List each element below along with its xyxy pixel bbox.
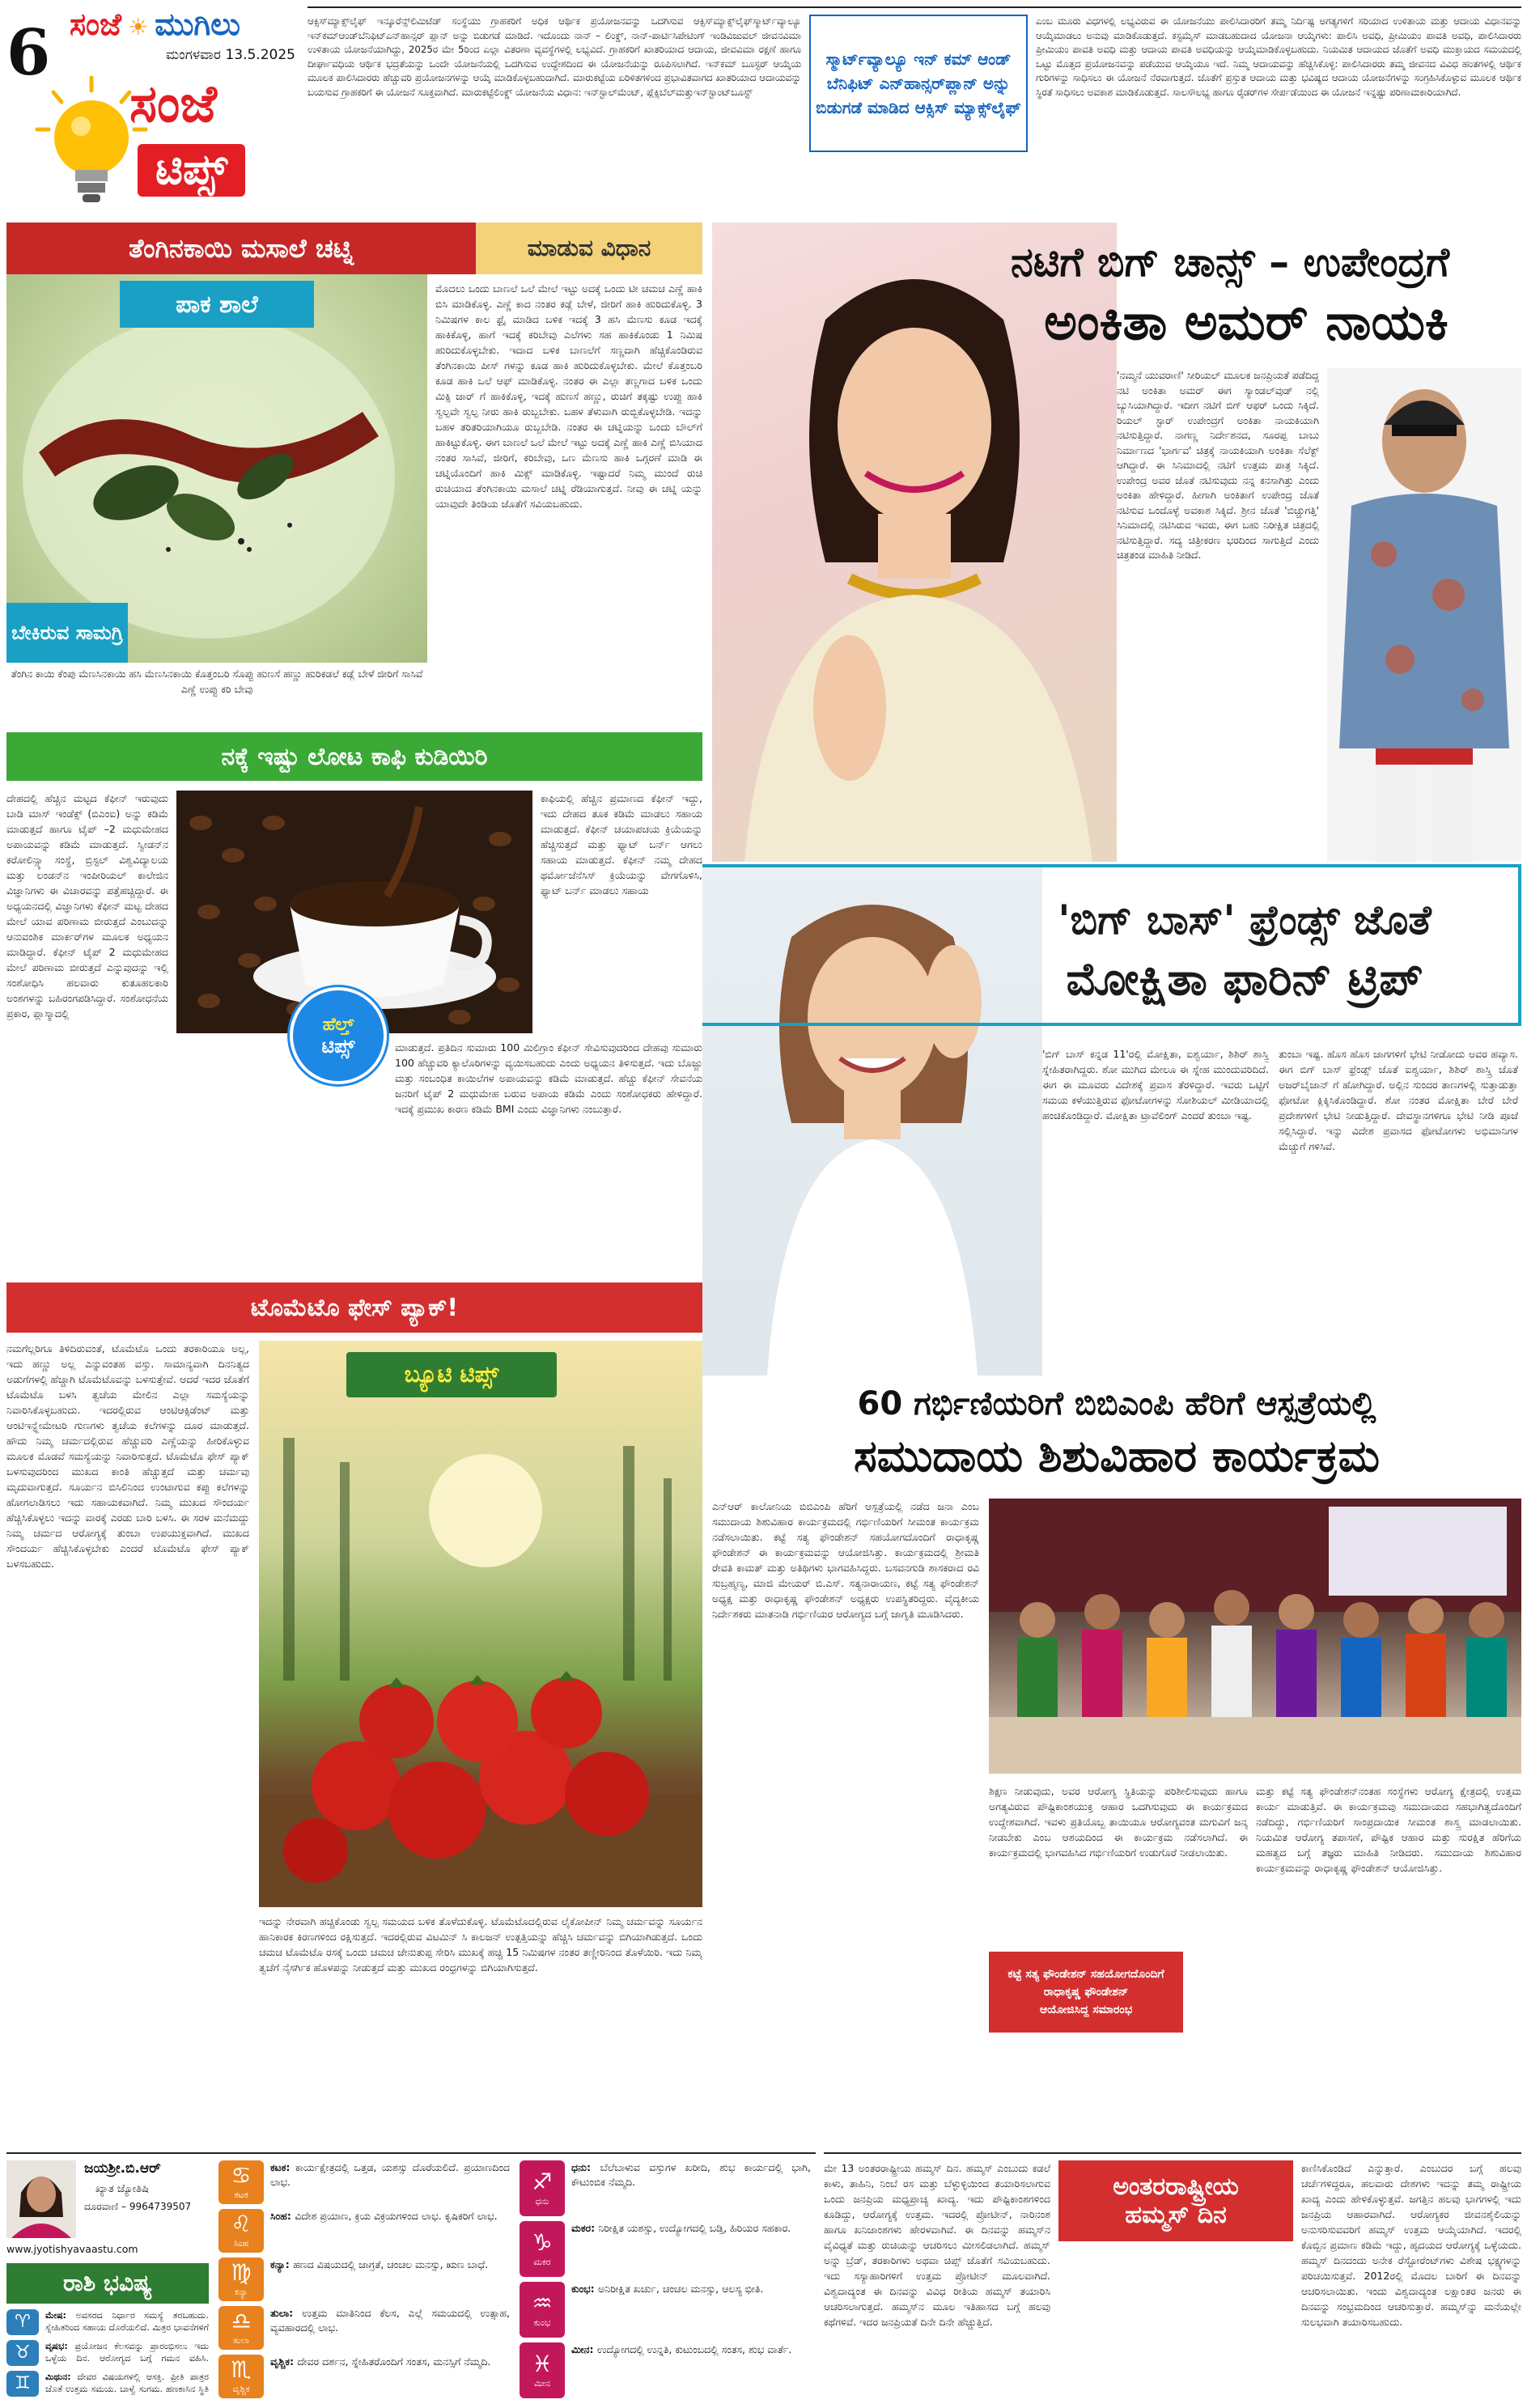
sign-card-8	[218, 2355, 510, 2400]
sign-text: ವಿದೇಶ ಪ್ರಯಾಣ, ಕ್ರಯ ವಿಕ್ರಯಗಳಿಂದ ಲಾಭ. ಕೃಷಿಕರಿಗೆ ಲಾಭ.	[295, 2210, 498, 2222]
palm-icon: ☀	[128, 14, 149, 40]
sign-glyph: ♓	[532, 2350, 553, 2377]
sign-prediction	[270, 2209, 498, 2253]
sign-prediction	[571, 2282, 763, 2338]
sign-name: ಧನು	[535, 2195, 549, 2207]
recipe-ingredients-label: ಬೇಕಿರುವ ಸಾಮಗ್ರಿ	[6, 603, 128, 663]
astrologer-website: www.jyotishyavaastu.com	[6, 2243, 138, 2255]
sign-name: ಕಟಕ	[234, 2190, 248, 2200]
pisces-icon	[520, 2342, 565, 2398]
top-story-headline-box	[809, 15, 1028, 152]
bbmp-box-line3: ಆಯೋಜಿಸಿದ್ದ ಸಮಾರಂಭ	[1039, 2003, 1133, 2016]
sign-text: ನಿರೀಕ್ಷಿತ ಯಶಸ್ಸು, ಉದ್ಯೋಗದಲ್ಲಿ ಬಡ್ತಿ, ಹಿರಿಯರ ಸಹಕಾರ.	[598, 2222, 791, 2234]
astrology-section	[6, 2152, 816, 2403]
sign-text: ಅವಸರದ ನಿರ್ಧಾರ ಸಮಸ್ಯೆ ತರಬಹುದು. ಸ್ನೇಹಿತರಿಂದ ಸಹಾಯ ದೊರೆಯಲಿದೆ. ಮಿತ್ರರ ಭಾವನೆಗಳಿಗೆ	[45, 2310, 209, 2333]
sign-prediction	[270, 2306, 510, 2350]
bbmp-mid-text: ಶಿಕ್ಷಣ ನೀಡುವುದು, ಅವರ ಆರೋಗ್ಯ ಸ್ಥಿತಿಯನ್ನು ಪರಿಶೀಲಿಸುವುದು ಹಾಗೂ ಅಗತ್ಯವಿರುವ ಪೌಷ್ಟಿಕಾಂಶಯುಕ್ತ ಆಹಾರ ಒದಗಿಸುವುದು ಈ ಕಾರ್ಯಕ್ರಮದ ಉದ್ದೇಶವಾಗಿದೆ. ಇವಳು ಪ್ರತಿಯೊಬ್ಬ ತಾಯಿಯೂ ಆರೋಗ್ಯವಂತ ಮಗುವಿಗೆ ಜನ್ಮ ನೀಡಬೇಕು ಎಂಬ ಆಶಯದಿಂದ ಈ ಕಾರ್ಯಕ್ರಮ ನಡೆಸಲಾಗಿದೆ. ಈ ಕಾರ್ಯಕ್ರಮದಲ್ಲಿ ಭಾಗವಹಿಸಿದ ಗರ್ಭಿಣಿಯರಿಗೆ ಉಡುಗೊರೆ ನೀಡಲಾಯಿತು.	[989, 1785, 1248, 1859]
section-title-1: ಸಂಜೆ	[129, 74, 217, 134]
sign-name: ಕನ್ಯಾ	[234, 2287, 248, 2297]
beauty-tips-label: ಬ್ಯೂಟಿ ಟಿಪ್ಸ್	[346, 1352, 557, 1397]
astrologer-phone: ದೂರವಾಣಿ – 9964739507	[84, 2201, 192, 2212]
tomato-photo	[259, 1341, 702, 1907]
health-tips-line1: ಹೆಲ್ತ್	[322, 1014, 354, 1035]
scorpio-icon	[218, 2355, 264, 2398]
mokshitha-col2-text: ತುಂಬಾ ಇಷ್ಟ. ಹೊಸ ಹೊಸ ಜಾಗಗಳಿಗೆ ಭೇಟಿ ನೀಡೋದು ಅವರ ಹವ್ಯಾಸ. ಈಗ ಬಿಗ್ ಬಾಸ್ ಫ್ರೆಂಡ್ಸ್ ಜೊತೆ ಐಶ್ವರ್ಯಾ, ಶಿಶಿರ್ ಶಾಸ್ತ್ರಿ ಜೊತೆ ಅಜರ್‌ಬೈಜಾನ್ ಗೆ ಹೋಗಿದ್ದಾರೆ. ಅಲ್ಲಿನ ಸುಂದರ ತಾಣಗಳಲ್ಲಿ ಸುತ್ತಾಡುತ್ತಾ ಫೋಟೋ ಕ್ಲಿಕ್ಕಿಸಿಕೊಂಡಿದ್ದಾರೆ. ಶೋ ನಂತರ ಮೋಕ್ಷಿತಾ ಬೇರೆ ಬೇರೆ ಪ್ರದೇಶಗಳಿಗೆ ಭೇಟಿ ನೀಡುತ್ತಿದ್ದಾರೆ. ದೇವಸ್ಥಾನಗಳಿಗೂ ಭೇಟಿ ನೀಡಿ ಪೂಜೆ ಸಲ್ಲಿಸಿದ್ದಾರೆ. ಇನ್ನು ವಿದೇಶ ಪ್ರವಾಸದ ಫೋಟೋಗಳು ಅಭಿಮಾನಿಗಳ ಮೆಚ್ಚುಗೆ ಗಳಿಸಿವೆ.	[1279, 1048, 1518, 1152]
coffee-bottom-text: ಮಾಡುತ್ತದೆ. ಪ್ರತಿದಿನ ಸುಮಾರು 100 ಮಿಲಿಗ್ರಾಂ ಕೆಫೀನ್ ಸೇವಿಸುವುದರಿಂದ ದೇಹವು ಸುಮಾರು 100 ಹೆಚ್ಚುವರಿ ಕ್ಯಾಲೊರಿಗಳನ್ನು ವ್ಯಯಿಸಬಹುದು ಎಂದು ಅಧ್ಯಯನ ತಿಳಿಸುತ್ತದೆ. ಇದು ಬೊಜ್ಜು ಮತ್ತು ಸಂಬಂಧಿತ ಕಾಯಿಲೆಗಳ ಅಪಾಯವನ್ನು ಕಡಿಮೆ ಮಾಡುತ್ತದೆ. ಹೆಚ್ಚು ಕೆಫೀನ್ ಸೇವನೆಯ ಜನರಿಗೆ ಟೈಪ್ 2 ಮಧುಮೇಹ ಬರುವ ಅಪಾಯ ಕಡಿಮೆ ಎಂದು ಸಂಶೋಧಕರು ಹೇಳಿದ್ದಾರೆ. ಇದಕ್ಕೆ ಪ್ರಮುಖ ಕಾರಣ ಕಡಿಮೆ BMI ಎಂದು ವಿಜ್ಞಾನಿಗಳು ನಂಬುತ್ತಾರೆ.	[395, 1041, 702, 1115]
sign-text: ದೇವರ ವಿಷಯಗಳಲ್ಲಿ ಆಸಕ್ತಿ. ಪ್ರೀತಿ ಪಾತ್ರರ ಜೊತೆ ಉತ್ತಮ ಸಮಯ. ಬಾಳ್ವೆ ಸುಗಮ. ಹಣಕಾಸಿನ ಸ್ಥಿತಿ	[45, 2372, 209, 2394]
sign-card-1	[6, 2309, 209, 2337]
mokshitha-section	[702, 864, 1521, 1376]
sign-card-4	[218, 2160, 510, 2206]
hummus-title-box	[1058, 2160, 1293, 2241]
sign-prediction	[571, 2342, 791, 2398]
hummus-left-text: ಮೇ 13 ಅಂತರರಾಷ್ಟ್ರೀಯ ಹಮ್ಮಸ್ ದಿನ. ಹಮ್ಮಸ್ ಎಂಬುದು ಕಡಲೆ ಕಾಳು, ತಾಹಿನಿ, ನಿಂಬೆ ರಸ ಮತ್ತು ಬೆಳ್ಳುಳ್ಳಿಯಿಂದ ತಯಾರಿಸಲಾಗುವ ಒಂದು ಜನಪ್ರಿಯ ಮಧ್ಯಪ್ರಾಚ್ಯ ಖಾದ್ಯ. ಇದು ಪೌಷ್ಟಿಕಾಂಶಗಳಿಂದ ಕೂಡಿದ್ದು, ಆರೋಗ್ಯಕ್ಕೆ ಉತ್ತಮ. ಇದರಲ್ಲಿ ಪ್ರೋಟೀನ್, ನಾರಿನಂಶ ಹಾಗೂ ಖನಿಜಾಂಶಗಳು ಹೇರಳವಾಗಿವೆ. ಈ ದಿನವನ್ನು ಹಮ್ಮಸ್‌ನ ವೈವಿಧ್ಯತೆ ಮತ್ತು ರುಚಿಯನ್ನು ಆಚರಿಸಲು ಮೀಸಲಿಡಲಾಗಿದೆ. ಹಮ್ಮಸ್ ಅನ್ನು ಬ್ರೆಡ್, ತರಕಾರಿಗಳು ಅಥವಾ ಚಿಪ್ಸ್ ಜೊತೆಗೆ ಸವಿಯಬಹುದು. ಇದು ಸಸ್ಯಾಹಾರಿಗಳಿಗೆ ಉತ್ತಮ ಪ್ರೋಟೀನ್ ಮೂಲವಾಗಿದೆ. ವಿಶ್ವದಾದ್ಯಂತ ಈ ದಿನವನ್ನು ವಿವಿಧ ರೀತಿಯ ಹಮ್ಮಸ್ ತಯಾರಿಸಿ ಆಚರಿಸಲಾಗುತ್ತದೆ. ಹಮ್ಮಸ್‌ನ ಮೂಲ ಇತಿಹಾಸದ ಬಗ್ಗೆ ಹಲವು ಕಥೆಗಳಿವೆ. ಇದರ ಜನಪ್ರಿಯತೆ ದಿನೇ ದಿನೇ ಹೆಚ್ಚುತ್ತಿದೆ.	[824, 2162, 1050, 2328]
sign-prediction	[45, 2340, 209, 2366]
hummus-title-line1: ಅಂತರರಾಷ್ಟ್ರೀಯ	[1113, 2173, 1239, 2201]
sign-label: ಧನು:	[571, 2161, 600, 2173]
upendra-photo	[1327, 368, 1521, 862]
sign-glyph: ♈	[15, 2312, 31, 2332]
sign-label: ಸಿಂಹ:	[270, 2210, 295, 2222]
sign-cards	[6, 2154, 816, 2405]
sign-label: ಮಿಥುನ:	[45, 2372, 78, 2382]
recipe-section-label: ಪಾಕ ಶಾಲೆ	[120, 281, 314, 328]
bbmp-section	[712, 1385, 1521, 2146]
sign-name: ಮೀನ	[534, 2377, 550, 2389]
sign-prediction	[571, 2221, 791, 2277]
coffee-col1-text: ದೇಹದಲ್ಲಿ ಹೆಚ್ಚಿನ ಮಟ್ಟದ ಕೆಫೀನ್ ಇರುವುದು ಬಾಡಿ ಮಾಸ್ ಇಂಡೆಕ್ಸ್ (ಬಿಎಂಐ) ಅನ್ನು ಕಡಿಮೆ ಮಾಡುತ್ತದೆ ಹಾಗೂ ಟೈಪ್ –2 ಮಧುಮೇಹದ ಅಪಾಯವನ್ನು ಕಡಿಮೆ ಮಾಡುತ್ತದೆ. ಸ್ವೀಡನ್‌ನ ಕರೋಲಿನ್ಸ್ಕಾ ಸಂಸ್ಥೆ, ಬ್ರಿಸ್ಟಲ್ ವಿಶ್ವವಿದ್ಯಾಲಯ ಮತ್ತು ಲಂಡನ್‌ನ ಇಂಪೀರಿಯಲ್ ಕಾಲೇಜಿನ ವಿಜ್ಞಾನಿಗಳು ಈ ವಿಚಾರವನ್ನು ಪತ್ತೆಹಚ್ಚಿದ್ದಾರೆ. ಈ ಅಧ್ಯಯನದಲ್ಲಿ ವಿಜ್ಞಾನಿಗಳು ಕೆಫೀನ್ ಮಟ್ಟ ದೇಹದ ಮೇಲೆ ಯಾವ ಪರಿಣಾಮ ಬೀರುತ್ತದೆ ಎಂಬುದನ್ನು ಆನುವಂಶಿಕ ಮಾರ್ಕರ್‌ಗಳ ಮೂಲಕ ಅಧ್ಯಯನ ಮಾಡಿದ್ದಾರೆ. ಕೆಫೀನ್ ಟೈಪ್ 2 ಮಧುಮೇಹದ ಮೇಲೆ ಪರಿಣಾಮ ಬೀರುತ್ತದೆ ಎನ್ನುವುದನ್ನು ಇಲ್ಲಿ ಸಂಶೋಧಿಸಿ ಹಲವಾರು ಕುತೂಹಲಕಾರಿ ಅಂಶಗಳನ್ನು ಬಹಿರಂಗಪಡಿಸಿದ್ದಾರೆ. ಸಂಶೋಧನೆಯ ಪ್ರಕಾರ, ಪ್ಲಾಸ್ಮಾದಲ್ಲಿ	[6, 792, 168, 1020]
bbmp-right-text: ಮತ್ತು ಕಟ್ಟೆ ಸತ್ಯ ಫೌಂಡೇಶನ್‌ನಂತಹ ಸಂಸ್ಥೆಗಳು ಆರೋಗ್ಯ ಕ್ಷೇತ್ರದಲ್ಲಿ ಉತ್ತಮ ಕಾರ್ಯ ಮಾಡುತ್ತಿವೆ. ಈ ಕಾರ್ಯಕ್ರಮವು ಸಮುದಾಯದ ಸಹಭಾಗಿತ್ವದೊಂದಿಗೆ ನಡೆದಿದ್ದು, ಗರ್ಭಿಣಿಯರಿಗೆ ಸಾಂಪ್ರದಾಯಿಕ ಸೀಮಂತ ಶಾಸ್ತ್ರ ಮಾಡಲಾಯಿತು. ನಿಯಮಿತ ಆರೋಗ್ಯ ತಪಾಸಣೆ, ಪೌಷ್ಟಿಕ ಆಹಾರ ಮತ್ತು ಸುರಕ್ಷಿತ ಹೆರಿಗೆಯ ಮಹತ್ವದ ಬಗ್ಗೆ ತಜ್ಞರು ಮಾಹಿತಿ ನೀಡಿದರು. ಸಮುದಾಯ ಶಿಶುವಿಹಾರ ಕಾರ್ಯಕ್ರಮವನ್ನು ರಾಧಾಕೃಷ್ಣ ಫೌಂಡೇಶನ್ ಆಯೋಜಿಸಿತ್ತು.	[1256, 1785, 1521, 1874]
leo-icon	[218, 2209, 264, 2253]
section-title-2: ಟಿಪ್ಸ್	[138, 144, 245, 197]
astrologer-role: ಖ್ಯಾತ ಜ್ಯೋತಿಷಿ	[95, 2183, 149, 2195]
sign-glyph: ♏	[231, 2356, 252, 2383]
sign-prediction	[571, 2160, 811, 2216]
sign-card-9	[520, 2160, 811, 2218]
sign-prediction	[270, 2160, 510, 2204]
sign-glyph: ♎	[231, 2308, 252, 2334]
sign-text: ಬೆಲೆಬಾಳುವ ವಸ್ತುಗಳ ಖರೀದಿ, ಶುಭ ಕಾರ್ಯದಲ್ಲಿ ಭಾಗಿ, ಕೌಟುಂಬಿಕ ನೆಮ್ಮದಿ.	[571, 2161, 811, 2188]
ankita-section	[712, 223, 1521, 862]
sign-label: ಮೀನ:	[571, 2343, 597, 2355]
hummus-section	[824, 2152, 1521, 2403]
top-story-headline: ಸ್ಮಾರ್ಟ್‌ವ್ಯಾಲ್ಯೂ ಇನ್ ಕಮ್ ಆಂಡ್ ಬೆನಿಫಿಟ್ ಎನ್‌ಹಾನ್ಸರ್‌ಪ್ಲಾನ್ ಅನ್ನು ಬಿಡುಗಡೆ ಮಾಡಿದ ಆಕ್ಸಿಸ್ ಮ್ಯಾಕ್ಸ್‌ಲೈಫ್	[816, 49, 1021, 117]
sagittarius-icon	[520, 2160, 565, 2216]
sign-name: ತುಲಾ	[232, 2335, 250, 2346]
sign-prediction	[270, 2355, 490, 2398]
tomato-left-text: ನಮಗೆಲ್ಲರಿಗೂ ತಿಳಿದಿರುವಂತೆ, ಟೊಮೆಟೊ ಒಂದು ತರಕಾರಿಯೂ ಅಲ್ಲ, ಇದು ಹಣ್ಣು ಅಲ್ಲ ಎನ್ನುವಂತಹ ವಸ್ತು. ಸಾಮಾನ್ಯವಾಗಿ ದಿನನಿತ್ಯದ ಅಡುಗೆಗಳಲ್ಲಿ ಹೆಚ್ಚಾಗಿ ಟೊಮೆಟೊವನ್ನು ಬಳಸುತ್ತೇವೆ. ಆದರೆ ಇದರ ಜೊತೆಗೆ ಟೊಮೆಟೊ ಬಳಸಿ ತ್ವಚೆಯ ಮೇಲಿನ ಎಲ್ಲಾ ಸಮಸ್ಯೆಯನ್ನು ನಿವಾರಿಸಿಕೊಳ್ಳಬಹುದು. ಇದರಲ್ಲಿರುವ ಆಂಟಿಆಕ್ಸಿಡೆಂಟ್ ಮತ್ತು ಆಂಟಿಇನ್ಫ್ಲೇಮೇಟರಿ ಗುಣಗಳು ತ್ವಚೆಯ ಕಲೆಗಳನ್ನು ದೂರ ಮಾಡುತ್ತದೆ. ಹೌದು ನಿಮ್ಮ ಚರ್ಮದಲ್ಲಿರುವ ಹೆಚ್ಚುವರಿ ಎಣ್ಣೆಯನ್ನು ಹೀರಿಕೊಳ್ಳುವ ಮೂಲಕ ಮೊಡವೆ ಸಮಸ್ಯೆಯನ್ನು ನಿವಾರಿಸುತ್ತದೆ. ಟೊಮೆಟೊ ಫೇಸ್ ಪ್ಯಾಕ್ ಬಳಸುವುದರಿಂದ ಮುಖದ ಕಾಂತಿ ಹೆಚ್ಚುತ್ತದೆ ಮತ್ತು ಚರ್ಮವು ಮೃದುವಾಗುತ್ತದೆ. ಸೂರ್ಯನ ಬಿಸಿಲಿನಿಂದ ಉಂಟಾಗುವ ಕಪ್ಪು ಕಲೆಗಳನ್ನು ಹೋಗಲಾಡಿಸಲು ಇದು ಸಹಾಯಕವಾಗಿದೆ. ನಿಮ್ಮ ಮುಖದ ಸೌಂದರ್ಯ ಹೆಚ್ಚಿಸಿಕೊಳ್ಳಲು ಇದನ್ನು ವಾರಕ್ಕೆ ಎರಡು ಬಾರಿ ಬಳಸಿ. ಈ ಸರಳ ಮನೆಮದ್ದು ನಿಮ್ಮ ಚರ್ಮದ ಆರೋಗ್ಯಕ್ಕೆ ತುಂಬಾ ಉಪಯುಕ್ತವಾಗಿದೆ. ಮುಖದ ಸೌಂದರ್ಯ ಹೆಚ್ಚಿಸಿಕೊಳ್ಳಬೇಕು ಎಂದರೆ ಟೊಮೆಟೊ ಫೇಸ್ ಪ್ಯಾಕ್ ಬಳಸಬಹುದು.	[6, 1342, 249, 1570]
hummus-right-text: ಕಾಣಿಸಿಕೊಂಡಿದೆ ಎನ್ನುತ್ತಾರೆ. ಎಂಬುದರ ಬಗ್ಗೆ ಹಲವು ಚರ್ಚೆಗಳಿದ್ದರೂ, ಹಲವಾರು ದೇಶಗಳು ಇದನ್ನು ತಮ್ಮ ರಾಷ್ಟ್ರೀಯ ಖಾದ್ಯ ಎಂದು ಹೇಳಿಕೊಳ್ಳುತ್ತವೆ. ಜಗತ್ತಿನ ಹಲವು ಭಾಗಗಳಲ್ಲಿ ಇದು ಜನಪ್ರಿಯ ಆಹಾರವಾಗಿದೆ. ಆರೋಗ್ಯಕರ ಜೀವನಶೈಲಿಯನ್ನು ಅನುಸರಿಸುವವರಿಗೆ ಹಮ್ಮಸ್ ಉತ್ತಮ ಆಯ್ಕೆಯಾಗಿದೆ. ಇದರಲ್ಲಿ ಕೊಬ್ಬಿನ ಪ್ರಮಾಣ ಕಡಿಮೆ ಇದ್ದು, ಹೃದಯದ ಆರೋಗ್ಯಕ್ಕೆ ಒಳ್ಳೆಯದು. ಹಮ್ಮಸ್ ದಿನದಂದು ಅನೇಕ ರೆಸ್ಟೋರೆಂಟ್‌ಗಳು ವಿಶೇಷ ಭಕ್ಷ್ಯಗಳನ್ನು ಪರಿಚಯಿಸುತ್ತವೆ. 2012ರಲ್ಲಿ ಮೊದಲ ಬಾರಿಗೆ ಈ ದಿನವನ್ನು ಆಚರಿಸಲಾಯಿತು. ಇಂದು ವಿಶ್ವದಾದ್ಯಂತ ಲಕ್ಷಾಂತರ ಜನರು ಈ ದಿನವನ್ನು ಸಂಭ್ರಮದಿಂದ ಆಚರಿಸುತ್ತಾರೆ. ಹಮ್ಮಸ್‌ನ್ನು ಮನೆಯಲ್ಲೇ ಸುಲಭವಾಗಿ ತಯಾರಿಸಬಹುದು.	[1301, 2162, 1521, 2328]
bbmp-event-photo	[989, 1499, 1521, 1774]
sign-card-2	[6, 2340, 209, 2368]
astrologer-name: ಜಯಶ್ರೀ.ಬಿ.ಆರ್	[84, 2160, 161, 2177]
bbmp-highlight-box	[989, 1952, 1183, 2033]
sign-label: ಕುಂಭ:	[571, 2283, 599, 2295]
sign-text: ಹಣದ ವಿಷಯದಲ್ಲಿ ಜಾಗ್ರತೆ, ಚಂಚಲ ಮನಸ್ಸು, ಋಣ ಬಾಧೆ.	[293, 2258, 489, 2270]
date-line: ಮಂಗಳವಾರ 13.5.2025	[166, 47, 295, 63]
sign-glyph: ♋	[231, 2162, 252, 2189]
sign-glyph: ♉	[15, 2342, 31, 2363]
sign-glyph: ♐	[532, 2168, 553, 2195]
sign-card-10	[520, 2221, 811, 2279]
sign-card-3	[6, 2371, 209, 2398]
recipe-section	[6, 223, 702, 724]
bbmp-box-line2: ರಾಧಾಕೃಷ್ಣ ಫೌಂಡೇಶನ್	[1043, 1986, 1129, 1999]
recipe-ingredients-text: ತೆಂಗಿನ ಕಾಯಿ ಕೆಂಪು ಮೆಣಸಿನಕಾಯಿ ಹಸಿ ಮೆಣಸಿನಕಾಯಿ ಕೊತ್ತಂಬರಿ ಸೊಪ್ಪು ಹುಣಸೆ ಹಣ್ಣು ಹುರಿಕಡಲೆ ಕಡ್ಲೆ ಬೇಳೆ ಜೀರಿಗೆ ಸಾಸಿವೆ ಎಣ್ಣೆ ಉಪ್ಪು ಕರಿ ಬೇವು	[11, 668, 426, 695]
sign-text: ಉದ್ಯೋಗದಲ್ಲಿ ಉನ್ನತಿ, ಕುಟುಂಬದಲ್ಲಿ ಸಂತಸ, ಶುಭ ವಾರ್ತೆ.	[596, 2343, 792, 2355]
sign-glyph: ♑	[532, 2228, 553, 2256]
coffee-title: ನಕ್ಕೆ ಇಷ್ಟು ಲೋಟ ಕಾಫಿ ಕುಡಿಯಿರಿ	[6, 732, 702, 781]
sign-label: ಕಟಕ:	[270, 2161, 295, 2173]
top-story-left-text: ಆಕ್ಸಿಸ್‌ಮ್ಯಾಕ್ಸ್‌ಲೈಫ್ ಇನ್ಶೂರೆನ್ಸ್‌ಲಿಮಿಟೆಡ್ ಸಂಸ್ಥೆಯು ಗ್ರಾಹಕರಿಗೆ ಅಧಿಕ ಆರ್ಥಿಕ ಪ್ರಯೋಜನವನ್ನು ಒದಗಿಸುವ ಆಕ್ಸಿಸ್‌ಮ್ಯಾಕ್ಸ್‌ಲೈಫ್‌ಸ್ಮಾರ್ಟ್‌ವ್ಯಾಲ್ಯೂ ಇನ್‌ಕಮ್‌ಆಂಡ್‌ಬೆನಿಫಿಟ್‌ಎನ್‌ಹಾನ್ಸರ್ ಪ್ಲಾನ್ ಅನ್ನು ಬಿಡುಗಡೆ ಮಾಡಿದೆ. ಇದೊಂದು ನಾನ್ – ಲಿಂಕ್ಡ್, ನಾನ್-ಪಾರ್ಟಿಸಿಪೇಟಿಂಗ್ ಇಂಡಿವಿಜುವಲ್ ಜೀವನವಿಮಾ ಉಳಿತಾಯ ಯೋಜನೆಯಾಗಿದ್ದು, 2025ರ ಮೇ 5ರಿಂದ ಎಲ್ಲಾ ವಿತರಣಾ ವ್ಯವಸ್ಥೆಗಳಲ್ಲಿ ಲಭ್ಯವಿದೆ. ಗ್ರಾಹಕರಿಗೆ ಖಾತರಿಯಾದ ಆದಾಯ, ಜೀವವಿಮಾ ರಕ್ಷಣೆ ಹಾಗೂ ದೀರ್ಘಾವಧಿಯ ಆರ್ಥಿಕ ಭದ್ರತೆಯನ್ನು ಒಂದೇ ಯೋಜನೆಯಲ್ಲಿ ಒದಗಿಸುವ ಉದ್ದೇಶದಿಂದ ಈ ಯೋಜನೆಯನ್ನು ರೂಪಿಸಲಾಗಿದೆ. ಇನ್‌ಕಮ್ ಬೂಸ್ಟರ್ ಆಯ್ಕೆಯ ಮೂಲಕ ಪಾಲಿಸಿದಾರರು ಹೆಚ್ಚುವರಿ ಪ್ರಯೋಜನಗಳನ್ನು ಆಯ್ಕೆ ಮಾಡಿಕೊಳ್ಳಬಹುದಾಗಿದೆ. ಮಾರುಕಟ್ಟೆಯ ಏರಿಳಿತಗಳಿಂದ ಪ್ರಭಾವಿತವಾಗದ ಖಾತರಿಯಾದ ಆದಾಯವನ್ನು ಬಯಸುವ ಗ್ರಾಹಕರಿಗೆ ಈ ಯೋಜನೆ ಸೂಕ್ತವಾಗಿದೆ. ಮಾರುಕಟ್ಟೆಲಿಂಕ್ಡ್ ಯೋಜನೆಯ ವಿಧಾನ: ಇನ್‌ಸ್ಟಾಲ್‌ಮೆಂಟ್, ಪ್ಲೆಕ್ಸಿಬೆಲ್‌ಮತ್ತುಇನ್‌ಸ್ಟಾಂಟ್‌ಬೂಸ್ಟ್	[308, 15, 801, 98]
top-story-right-text: ಎಂಬ ಮೂರು ವಿಧಗಳಲ್ಲಿ ಲಭ್ಯವಿರುವ ಈ ಯೋಜನೆಯು ಪಾಲಿಸಿದಾರರಿಗೆ ತಮ್ಮ ನಿರ್ದಿಷ್ಟ ಅಗತ್ಯಗಳಿಗೆ ಸರಿಯಾದ ಉಳಿತಾಯ ಮತ್ತು ಆದಾಯ ವಿಧಾನವನ್ನು ಆಯ್ಕೆಮಾಡಲು ಅನುವು ಮಾಡಿಕೊಡುತ್ತದೆ. ಕಸ್ಟಮೈಸ್ ಮಾಡಬಹುದಾದ ಯೋಜನಾ ಆಯ್ಕೆಗಳು: ಪಾಲಿಸಿ ಅವಧಿ, ಪ್ರೀಮಿಯಂ ಪಾವತಿ ಅವಧಿ, ಪಾಲಿಸಿದಾರರು ಪ್ರೀಮಿಯಂ ಪಾವತಿ ಅವಧಿ ಮತ್ತು ಆದಾಯ ಪಾವತಿ ಅವಧಿಯನ್ನು ಆಯ್ಕೆಮಾಡಿಕೊಳ್ಳಬಹುದು. ನಿಯಮಿತ ಆದಾಯದ ಜೊತೆಗೆ ಅವಧಿ ಮುಕ್ತಾಯದ ಸಮಯದಲ್ಲಿ ಒಟ್ಟು ಮೊತ್ತದ ಪ್ರಯೋಜನವನ್ನು ಪಡೆಯುವ ಆಯ್ಕೆಯೂ ಇದೆ. ನಿಮ್ಮ ಆದಾಯವನ್ನು ಹೆಚ್ಚಿಸಿಕೊಳ್ಳಿ: ಪಾಲಿಸಿದಾರರು ತಮ್ಮ ಜೀವನದ ವಿವಿಧ ಹಂತಗಳಲ್ಲಿ ಆರ್ಥಿಕ ಗುರಿಗಳನ್ನು ಸಾಧಿಸಲು ಈ ಯೋಜನೆ ನೆರವಾಗುತ್ತದೆ. ಜೊತೆಗೆ ಪ್ರಸ್ತುತ ಆದಾಯ ಮತ್ತು ಭವಿಷ್ಯದ ಆದಾಯ ಯೋಜನೆಗಳನ್ನು ಸಂಗ್ರಹಿಸಿಕೊಳ್ಳುವ ಮೂಲಕ ಆರ್ಥಿಕ ಸ್ಥಿರತೆ ಸಾಧಿಸಲು ಅವಕಾಶ ಮಾಡಿಕೊಡುತ್ತದೆ. ಸಾಲಸೌಲಭ್ಯ ಹಾಗೂ ರೈಡರ್‌ಗಳ ಸೇರ್ಪಡೆಯಿಂದ ಈ ಯೋಜನೆ ಇನ್ನಷ್ಟು ಪರಿಣಾಮಕಾರಿಯಾಗಿದೆ.	[1036, 15, 1521, 98]
recipe-title: ತೆಂಗಿನಕಾಯಿ ಮಸಾಲೆ ಚಟ್ನಿ	[6, 223, 476, 274]
ankita-text: 'ನಮ್ಮನೆ ಯುವರಾಣಿ' ಸೀರಿಯಲ್ ಮೂಲಕ ಜನಪ್ರಿಯತೆ ಪಡೆದಿದ್ದ ನಟಿ ಅಂಕಿತಾ ಅಮರ್ ಈಗ ಸ್ಯಾಂಡಲ್‌ವುಡ್ ನಲ್ಲಿ ಬ್ಯುಸಿಯಾಗಿದ್ದಾರೆ. ಇದೀಗ ನಟಿಗೆ ಬಿಗ್ ಆಫರ್ ಒಂದು ಸಿಕ್ಕಿದೆ. ರಿಯಲ್ ಸ್ಟಾರ್ ಉಪೇಂದ್ರಗೆ ಅಂಕಿತಾ ನಾಯಕಿಯಾಗಿ ನಟಿಸುತ್ತಿದ್ದಾರೆ. ನಾಗಣ್ಣ ನಿರ್ದೇಶನದ, ಸೂರಪ್ಪ ಬಾಬು ನಿರ್ಮಾಣದ 'ಭಾರ್ಗವ' ಚಿತ್ರಕ್ಕೆ ನಾಯಕಿಯಾಗಿ ಅಂಕಿತಾ ಸೆಲೆಕ್ಟ್ ಆಗಿದ್ದಾರೆ. ಈ ಸಿನಿಮಾದಲ್ಲಿ ನಟಿಗೆ ಉತ್ತಮ ಪಾತ್ರ ಸಿಕ್ಕಿದೆ. ಉಪೇಂದ್ರ ಅವರ ಜೊತೆ ನಟಿಸುವುದು ನನ್ನ ಕನಸಾಗಿತ್ತು ಎಂದು ಅಂಕಿತಾ ಹೇಳಿದ್ದಾರೆ. ಹೀಗಾಗಿ ಅಂಕಿತಾಗೆ ಉಪೇಂದ್ರ ಜೊತೆ ನಟಿಸುವ ಒಂದೊಳ್ಳೆ ಅವಕಾಶ ಸಿಕ್ಕಿದೆ. ಶ್ರೀನ ಜೊತೆ 'ಬಿಚ್ಚುಗತ್ತಿ' ಸಿನಿಮಾದಲ್ಲಿ ನಟಿಸಿರುವ ಇವರು, ಈಗ ಬಹು ನಿರೀಕ್ಷಿತ ಚಿತ್ರದಲ್ಲಿ ನಟಿಸುತ್ತಿದ್ದಾರೆ. ಸದ್ಯ ಚಿತ್ರೀಕರಣ ಭರದಿಂದ ಸಾಗುತ್ತಿದೆ ಎಂದು ಚಿತ್ರತಂಡ ಮಾಹಿತಿ ನೀಡಿದೆ.	[1117, 370, 1319, 561]
coffee-section	[6, 732, 702, 1274]
sign-label: ಮೇಷ:	[45, 2310, 76, 2321]
ankita-headline-line1: ನಟಿಗೆ ಬಿಗ್ ಚಾನ್ಸ್ – ಉಪೇಂದ್ರಗೆ	[1010, 239, 1450, 286]
bbmp-headline-line1: 60 ಗರ್ಭಿಣಿಯರಿಗೆ ಬಿಬಿಎಂಪಿ ಹೆರಿಗೆ ಆಸ್ಪತ್ರೆಯಲ್ಲಿ	[857, 1385, 1376, 1422]
bbmp-headline-line2: ಸಮುದಾಯ ಶಿಶುವಿಹಾರ ಕಾರ್ಯಕ್ರಮ	[854, 1431, 1380, 1482]
sign-glyph: ♌	[231, 2211, 252, 2237]
sign-prediction	[45, 2309, 209, 2335]
taurus-icon	[6, 2340, 39, 2366]
top-story	[308, 6, 1521, 218]
coffee-col2-text: ಕಾಫಿಯಲ್ಲಿ ಹೆಚ್ಚಿನ ಪ್ರಮಾಣದ ಕೆಫೀನ್ ಇದ್ದು, ಇದು ದೇಹದ ತೂಕ ಕಡಿಮೆ ಮಾಡಲು ಸಹಾಯ ಮಾಡುತ್ತದೆ. ಕೆಫೀನ್ ಚಯಾಪಚಯ ಕ್ರಿಯೆಯನ್ನು ಹೆಚ್ಚಿಸುತ್ತದೆ ಮತ್ತು ಫ್ಯಾಟ್ ಬರ್ನ್ ಆಗಲು ಸಹಾಯ ಮಾಡುತ್ತದೆ. ಕೆಫೀನ್ ನಮ್ಮ ದೇಹದ ಥರ್ಮೋಜೆನೆಸಿಸ್ ಕ್ರಿಯೆಯನ್ನು ವೇಗಗೊಳಿಸಿ, ಫ್ಯಾಟ್ ಬರ್ನ್ ಮಾಡಲು ಸಹಾಯ	[541, 792, 702, 897]
sign-text: ಪ್ರಯೋಜನ ಕೆಲಸವನ್ನು ಪ್ರಾರಂಭಿಸಲು ಇದು ಒಳ್ಳೆಯ ದಿನ. ಆರೋಗ್ಯದ ಬಗ್ಗೆ ಗಮನ ವಹಿಸಿ.	[45, 2341, 209, 2363]
sign-name: ವೃಶ್ಚಿಕ	[232, 2384, 250, 2394]
sign-text: ಉತ್ತಮ ಮಾತಿನಿಂದ ಕೆಲಸ, ಎಲ್ಲೆ ಸಮಯದಲ್ಲಿ ಉತ್ಸಾಹ, ವ್ಯವಹಾರದಲ್ಲಿ ಲಾಭ.	[270, 2307, 510, 2334]
sign-name: ಕುಂಭ	[533, 2317, 551, 2328]
sign-card-6	[218, 2258, 510, 2303]
sign-name: ಮಕರ	[533, 2256, 551, 2267]
mokshitha-col1-text: 'ಬಿಗ್ ಬಾಸ್ ಕನ್ನಡ 11'ರಲ್ಲಿ ಮೋಕ್ಷಿತಾ, ಐಶ್ವರ್ಯಾ, ಶಿಶಿರ್ ಶಾಸ್ತ್ರಿ ಸ್ನೇಹಿತರಾಗಿದ್ದರು. ಶೋ ಮುಗಿದ ಮೇಲೂ ಈ ಸ್ನೇಹ ಮುಂದುವರಿದಿದೆ. ಈಗ ಈ ಮೂವರು ವಿದೇಶಕ್ಕೆ ಪ್ರವಾಸ ತೆರಳಿದ್ದಾರೆ. ಇವರು ಒಟ್ಟಿಗೆ ಸಮಯ ಕಳೆಯುತ್ತಿರುವ ಫೋಟೋಗಳನ್ನು ಸೋಶಿಯಲ್ ಮೀಡಿಯಾದಲ್ಲಿ ಹಂಚಿಕೊಂಡಿದ್ದಾರೆ. ಮೋಕ್ಷಿತಾ ಟ್ರಾವೆಲಿಂಗ್ ಎಂದರೆ ತುಂಬಾ ಇಷ್ಟ.	[1042, 1048, 1269, 1121]
sign-glyph: ♒	[532, 2289, 553, 2317]
tomato-section	[6, 1282, 702, 2140]
aries-icon	[6, 2309, 39, 2335]
sign-glyph: ♍	[231, 2259, 252, 2286]
sign-card-5	[218, 2209, 510, 2254]
recipe-method-text: ಮೊದಲು ಒಂದು ಬಾಣಲೆ ಒಲೆ ಮೇಲೆ ಇಟ್ಟು ಅದಕ್ಕೆ ಒಂದು ಟೀ ಚಮಚ ಎಣ್ಣೆ ಹಾಕಿ ಬಿಸಿ ಮಾಡಿಕೊಳ್ಳಿ. ಎಣ್ಣೆ ಕಾದ ನಂತರ ಕಡ್ಲೆ ಬೇಳೆ, ಜೀರಿಗೆ ಹಾಕಿ ಹುರಿದುಕೊಳ್ಳಿ. 3 ನಿಮಿಷಗಳ ಕಾಲ ಫ್ರೈ ಮಾಡಿದ ಬಳಿಕ ಇದಕ್ಕೆ 3 ಹಸಿ ಮೆಣಸು ಕೂಡ ಇದಕ್ಕೆ ಹಾಕಿಕೊಳ್ಳಿ, ಹಾಗೆ ಇದಕ್ಕೆ ಕರಿಬೇವು ಎಲೆಗಳು ಸಹ ಹಾಕಿಕೊಂಡು 1 ನಿಮಿಷ ಹುರಿದುಕೊಳ್ಳಬೇಕು. ಇದಾದ ಬಳಿಕ ಬಾಣಲೆಗೆ ಸಣ್ಣದಾಗಿ ಹೆಚ್ಚಿಕೊಂಡಿರುವ ತೆಂಗಿನಕಾಯಿ ಪೀಸ್ ಗಳನ್ನು ಕೂಡ ಹಾಕಿ ಹುರಿದುಕೊಳ್ಳಬೇಕು. ಮೇಲೆ ಕೊತ್ತಂಬರಿ ಕೂಡ ಹಾಕಿ ಒಲೆ ಆಫ್ ಮಾಡಿಕೊಳ್ಳಿ. ನಂತರ ಈ ಎಲ್ಲಾ ತಣ್ಣಗಾದ ಬಳಿಕ ಒಂದು ಮಿಕ್ಸಿ ಜಾರ್ ಗೆ ಹಾಕಿಕೊಳ್ಳಿ, ಇದಕ್ಕೆ ಹುಣಸೆ ಹಣ್ಣು, ರುಚಿಗೆ ತಕ್ಕಷ್ಟು ಉಪ್ಪು ಹಾಕಿ ಸ್ವಲ್ಪವೇ ಸ್ವಲ್ಪ ನೀರು ಹಾಕಿ ರುಬ್ಬಬೇಕು. ಬಹಳ ತೆಳುವಾಗಿ ರುಬ್ಬಿಕೊಳ್ಳಬೇಡಿ. ಇದನ್ನು ಬಹಳ ತರಿತರಿಯಾಗಿಯೂ ರುಬ್ಬಬೇಡಿ. ನಂತರ ಈ ಚಟ್ನಿಯನ್ನು ಒಂದು ಬೌಲ್‌ಗೆ ಹಾಕಿಟ್ಟುಕೊಳ್ಳಿ. ಈಗ ಬಾಣಲೆ ಒಲೆ ಮೇಲೆ ಇಟ್ಟು ಅದಕ್ಕೆ ಎಣ್ಣೆ ಹಾಕಿ ಎಣ್ಣೆ ಬಿಸಿಯಾದ ನಂತರ ಸಾಸಿವೆ, ಜೀರಿಗೆ, ಕರಿಬೇವು, ಒಣ ಮೆಣಸು ಹಾಕಿ ಒಗ್ಗರಣೆ ಮಾಡಿ ಈ ಚಟ್ನಿಯೊಂದಿಗೆ ಹಾಕಿ ಮಿಕ್ಸ್ ಮಾಡಿಕೊಳ್ಳಿ. ಇಷ್ಟಾದರೆ ನಿಮ್ಮ ಮುಂದೆ ರುಚಿ ರುಚಿಯಾದ ತೆಂಗಿನಕಾಯಿ ಮಸಾಲೆ ಚಟ್ನಿ ರೆಡಿಯಾಗುತ್ತದೆ. ನೀವು ಈ ಚಟ್ನಿ ಯನ್ನು ಯಾವುದೇ ತಿಂಡಿಯ ಜೊತೆಗೆ ಸವಿಯಬಹುದು.	[435, 282, 702, 510]
tomato-bottom-text: ಇದನ್ನು ನೇರವಾಗಿ ಹಚ್ಚಿಕೊಂಡು ಸ್ವಲ್ಪ ಸಮಯದ ಬಳಿಕ ತೊಳೆದುಕೊಳ್ಳಿ. ಟೊಮೆಟೊದಲ್ಲಿರುವ ಲೈಕೋಪೀನ್ ನಿಮ್ಮ ಚರ್ಮವನ್ನು ಸೂರ್ಯನ ಹಾನಿಕಾರಕ ಕಿರಣಗಳಿಂದ ರಕ್ಷಿಸುತ್ತದೆ. ಇದರಲ್ಲಿರುವ ವಿಟಮಿನ್ ಸಿ ಕಾಲಜನ್ ಉತ್ಪತ್ತಿಯನ್ನು ಹೆಚ್ಚಿಸಿ ಚರ್ಮವನ್ನು ಬಿಗಿಯಾಗಿಡುತ್ತದೆ. ಒಂದು ಚಮಚ ಟೊಮೆಟೊ ರಸಕ್ಕೆ ಒಂದು ಚಮಚ ಜೇನುತುಪ್ಪ ಸೇರಿಸಿ ಮುಖಕ್ಕೆ ಹಚ್ಚಿ 15 ನಿಮಿಷಗಳ ನಂತರ ತಣ್ಣೀರಿನಿಂದ ತೊಳೆಯಿರಿ. ಇದು ನಿಮ್ಮ ತ್ವಚೆಗೆ ನೈಸರ್ಗಿಕ ಹೊಳಪನ್ನು ನೀಡುತ್ತದೆ ಮತ್ತು ಮುಖದ ರಂಧ್ರಗಳನ್ನು ಬಿಗಿಯಾಗಿಸುತ್ತದೆ.	[259, 1915, 702, 1973]
sign-label: ಮಕರ:	[571, 2222, 599, 2234]
mokshitha-headline-line2: ಮೋಕ್ಷಿತಾ ಫಾರಿನ್ ಟ್ರಿಪ್	[1066, 953, 1423, 1006]
recipe-method-label: ಮಾಡುವ ವಿಧಾನ	[476, 223, 702, 274]
sign-prediction	[270, 2258, 488, 2301]
sign-card-11	[520, 2282, 811, 2339]
tomato-title: ಟೊಮೆಟೊ ಫೇಸ್ ಪ್ಯಾಕ್!	[6, 1282, 702, 1333]
sign-label: ಕನ್ಯಾ:	[270, 2258, 294, 2270]
sign-prediction	[45, 2371, 209, 2397]
sign-label: ತುಲಾ:	[270, 2307, 303, 2319]
hummus-title-line2: ಹಮ್ಮಸ್ ದಿನ	[1125, 2201, 1227, 2229]
astrology-title: ರಾಶಿ ಭವಿಷ್ಯ	[6, 2263, 209, 2304]
sign-text: ದೇವರ ದರ್ಶನ, ಸ್ನೇಹಿತರೊಂದಿಗೆ ಸಂತಸ, ಮನಸ್ಸಿಗೆ ನೆಮ್ಮದಿ.	[297, 2355, 491, 2368]
bbmp-left-text: ಎನ್‌ಆರ್ ಕಾಲೋನಿಯ ಬಿಬಿಎಂಪಿ ಹೆರಿಗೆ ಆಸ್ಪತ್ರೆಯಲ್ಲಿ ನಡೆದ ಜನಾ ಎಂಬ ಸಮುದಾಯ ಶಿಶುವಿಹಾರ ಕಾರ್ಯಕ್ರಮದಲ್ಲಿ ಗರ್ಭಿಣಿಯರಿಗೆ ಸೀಮಂತ ಕಾರ್ಯಕ್ರಮ ನಡೆಸಲಾಯಿತು. ಕಟ್ಟೆ ಸತ್ಯ ಫೌಂಡೇಶನ್ ಸಹಯೋಗದೊಂದಿಗೆ ರಾಧಾಕೃಷ್ಣ ಫೌಂಡೇಶನ್ ಈ ಕಾರ್ಯಕ್ರಮವನ್ನು ಆಯೋಜಿಸಿತ್ತು. ಕಾರ್ಯಕ್ರಮದಲ್ಲಿ ಶ್ರೀಮತಿ ರೇವತಿ ಕಾಮತ್ ಮತ್ತು ಅತಿಥಿಗಳು ಭಾಗವಹಿಸಿದ್ದರು. ಬಸವನಗುಡಿ ಶಾಸಕರಾದ ರವಿ ಸುಬ್ರಹ್ಮಣ್ಯ, ಮಾಜಿ ಮೇಯರ್ ಬಿ.ಎಸ್. ಸತ್ಯನಾರಾಯಣ, ಕಟ್ಟೆ ಸತ್ಯ ಫೌಂಡೇಶನ್ ಅಧ್ಯಕ್ಷ ಮತ್ತು ರಾಧಾಕೃಷ್ಣ ಫೌಂಡೇಶನ್ ಅಧ್ಯಕ್ಷರು ಉಪಸ್ಥಿತರಿದ್ದರು. ವೈದ್ಯಕೀಯ ನಿರ್ದೇಶಕರು ಮಾತನಾಡಿ ಗರ್ಭಿಣಿಯರ ಆರೋಗ್ಯದ ಬಗ್ಗೆ ಜಾಗೃತಿ ಮೂಡಿಸಿದರು.	[712, 1500, 979, 1620]
paper-name-part1: ಸಂಜೆ	[70, 6, 122, 42]
sign-card-12	[520, 2342, 811, 2400]
sign-card-7	[218, 2306, 510, 2351]
sign-label: ವೃಷಭ:	[45, 2341, 75, 2351]
health-tips-line2: ಟಿಪ್ಸ್	[321, 1034, 355, 1058]
cancer-icon	[218, 2160, 264, 2204]
libra-icon	[218, 2306, 264, 2350]
paper-name-part2: ಮುಗಿಲು	[155, 6, 240, 42]
virgo-icon	[218, 2258, 264, 2301]
sign-label: ವೃಶ್ಚಿಕ:	[270, 2355, 298, 2368]
capricorn-icon	[520, 2221, 565, 2277]
aquarius-icon	[520, 2282, 565, 2338]
bbmp-box-line1: ಕಟ್ಟೆ ಸತ್ಯ ಫೌಂಡೇಶನ್ ಸಹಯೋಗದೊಂದಿಗೆ	[1007, 1968, 1164, 1981]
sign-glyph: ♊	[15, 2373, 31, 2393]
ankita-headline-line2: ಅಂಕಿತಾ ಅಮರ್ ನಾಯಕಿ	[1044, 292, 1449, 351]
paper-name	[70, 6, 240, 43]
sign-text: ಕಾರ್ಯಕ್ಷೇತ್ರದಲ್ಲಿ ಒತ್ತಡ, ಯಶಸ್ಸು ದೊರೆಯಲಿದೆ. ಪ್ರಯಾಣದಿಂದ ಲಾಭ.	[270, 2161, 510, 2188]
sign-text: ಅನಿರೀಕ್ಷಿತ ಖರ್ಚು, ಚಂಚಲ ಮನಸ್ಸು, ಆಲಸ್ಯ ಭೀತಿ.	[598, 2283, 764, 2295]
masthead	[0, 0, 301, 220]
health-tips-badge	[290, 987, 387, 1084]
mokshitha-headline-line1: 'ಬಿಗ್ ಬಾಸ್' ಫ್ರೆಂಡ್ಸ್ ಜೊತೆ	[1058, 897, 1432, 943]
sign-name: ಸಿಂಹ	[233, 2238, 249, 2249]
gemini-icon	[6, 2371, 39, 2397]
page-number: 6	[6, 16, 51, 90]
